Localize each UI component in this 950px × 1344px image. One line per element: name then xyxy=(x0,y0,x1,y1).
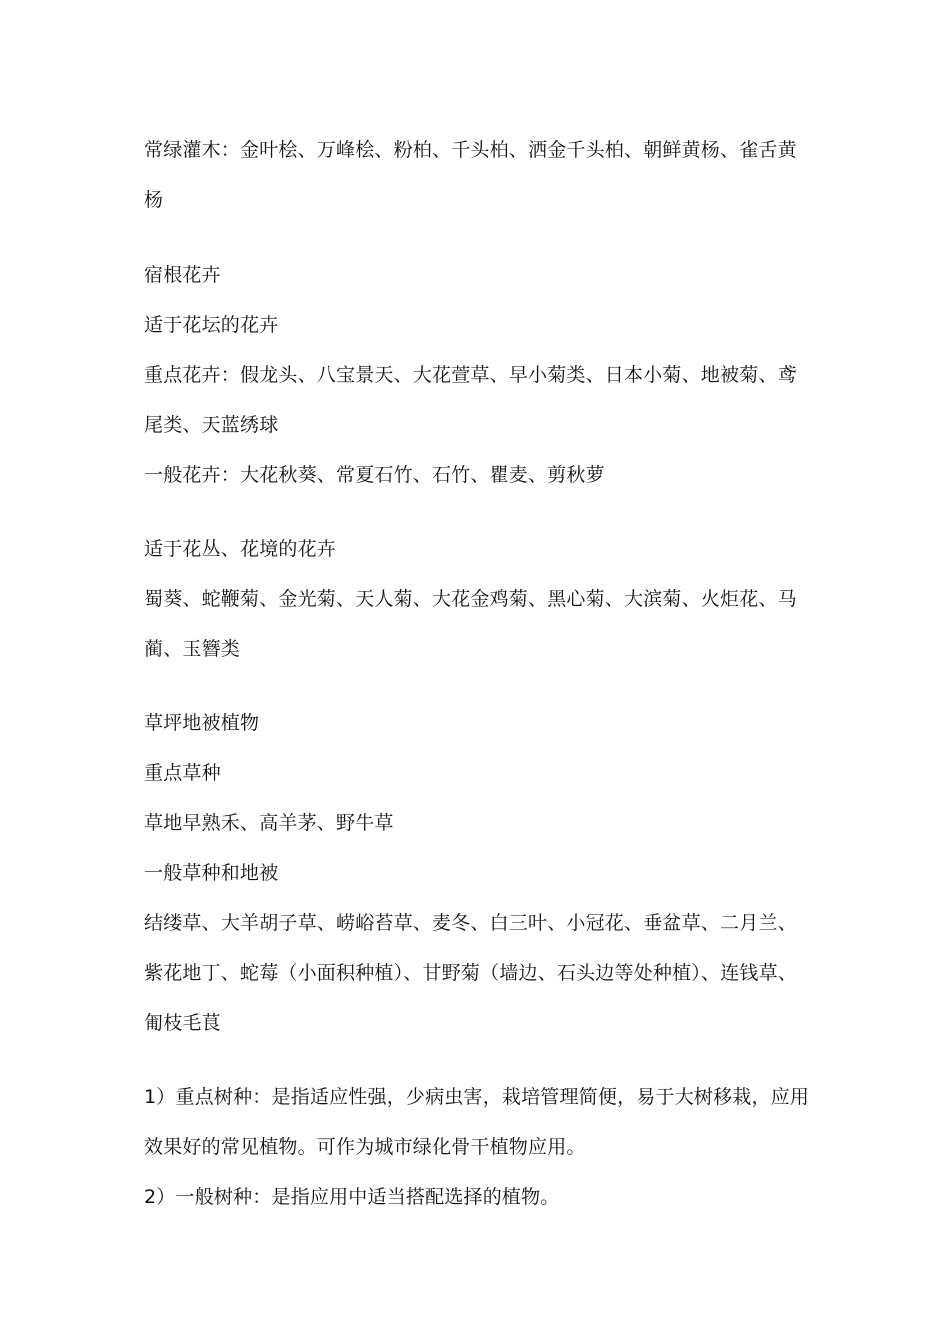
text-line-evergreen-shrubs: 常绿灌木：金叶桧、万峰桧、粉柏、千头柏、洒金千头柏、朝鲜黄杨、雀舌黄 xyxy=(144,139,797,161)
text-line-general-flowers: 一般花卉：大花秋葵、常夏石竹、石竹、瞿麦、剪秋萝 xyxy=(144,464,605,486)
subheading-key-grasses: 重点草种 xyxy=(144,762,221,784)
text-line-general-grasses-3: 匍枝毛茛 xyxy=(144,1012,221,1034)
text-line-key-flowers-cont: 尾类、天蓝绣球 xyxy=(144,414,279,436)
text-line-key-flowers: 重点花卉：假龙头、八宝景天、大花萱草、早小菊类、日本小菊、地被菊、鸢 xyxy=(144,364,797,386)
text-line-note-general-species: 2）一般树种：是指应用中适当搭配选择的植物。 xyxy=(144,1186,560,1208)
text-line-border-flowers-cont: 蔺、玉簪类 xyxy=(144,638,241,660)
text-line-note-key-species-cont: 效果好的常见植物。可作为城市绿化骨干植物应用。 xyxy=(144,1136,586,1158)
text-line-border-flowers: 蜀葵、蛇鞭菊、金光菊、天人菊、大花金鸡菊、黑心菊、大滨菊、火炬花、马 xyxy=(144,588,797,610)
heading-perennial-flowers: 宿根花卉 xyxy=(144,264,221,286)
text-line-key-grasses: 草地早熟禾、高羊茅、野牛草 xyxy=(144,812,394,834)
heading-lawn-groundcover: 草坪地被植物 xyxy=(144,712,260,734)
text-line-general-grasses-1: 结缕草、大羊胡子草、崂峪苔草、麦冬、白三叶、小冠花、垂盆草、二月兰、 xyxy=(144,912,797,934)
subheading-flowerbed-flowers: 适于花坛的花卉 xyxy=(144,314,279,336)
subheading-border-flowers: 适于花丛、花境的花卉 xyxy=(144,538,337,560)
text-line-evergreen-shrubs-cont: 杨 xyxy=(144,189,164,211)
subheading-general-grasses: 一般草种和地被 xyxy=(144,862,279,884)
text-line-note-key-species: 1）重点树种：是指适应性强，少病虫害，栽培管理简便，易于大树移栽，应用 xyxy=(144,1086,810,1108)
text-line-general-grasses-2: 紫花地丁、蛇莓（小面积种植）、甘野菊（墙边、石头边等处种植）、连钱草、 xyxy=(144,962,798,984)
